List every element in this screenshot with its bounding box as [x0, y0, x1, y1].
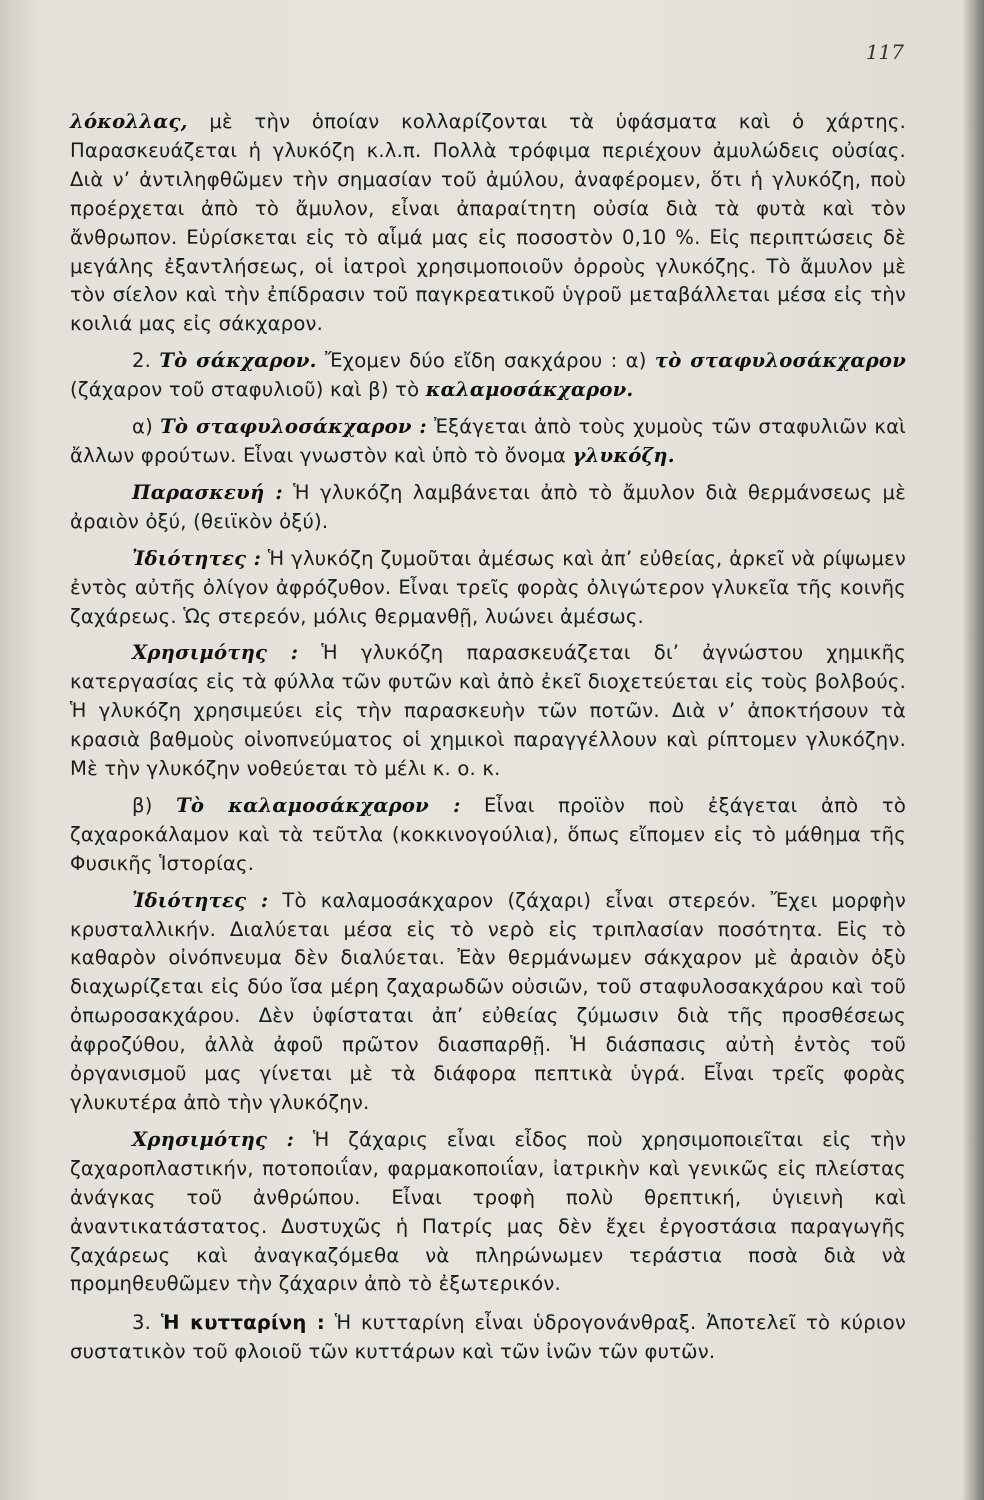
lead-term: Ἰδιότητες : — [132, 546, 262, 570]
paragraph-text: Ἡ κυτταρίνη εἶναι ὑδρογονάνθραξ. Ἀποτελεῖ τὸ κύριον συστατικὸν τοῦ φλοιοῦ τῶν κυττάρων καὶ τῶν ἰνῶν τῶν φυτῶν. — [70, 1311, 907, 1364]
paragraph-starch-continuation — [70, 108, 906, 339]
term-glucose: γλυκόζη. — [572, 443, 675, 467]
paragraph-text: Ἡ ζάχαρις εἶναι εἶδος ποὺ χρησιμοποιεῖται εἰς τὴν ζαχαροπλαστικήν, ποτοποιΐαν, φαρμακοποιΐαν, ἰατρικὴν καὶ γενικῶς εἰς πλείστας ἀνάγκας τοῦ ἀνθρώπου. Εἶναι τροφὴ πολὺ θρεπτική, ὑγιεινὴ καὶ ἀναντικατάστατος. Δυστυχῶς ἡ Πατρίς μας δὲν ἔχει ἐργοστάσια παραγωγῆς ζαχάρεως καὶ ἀναγκαζόμεθα νὰ πληρώνωμεν τεράστια ποσὰ διὰ νὰ προμηθευθῶμεν τὴν ζάχαριν ἀπὸ τὸ ἐξωτερικόν. — [70, 1127, 906, 1296]
paragraph-cane-sugar — [70, 792, 906, 879]
paragraph-text: Ἡ γλυκόζη ζυμοῦται ἀμέσως καὶ ἀπ’ εὐθείας, ἀρκεῖ νὰ ρίψωμεν ἐντὸς αὐτῆς ὀλίγον ἀφρόζυθον. Εἶναι τρεῖς φορὰς ὀλιγώτερον γλυκεῖα τῆς κοινῆς ζαχάρεως. Ὡς στερεόν, μόλις θερμανθῇ, λυώνει ἀμέσως. — [70, 546, 907, 628]
page-edge-shadow — [962, 0, 984, 1500]
paragraph-preparation — [70, 479, 906, 537]
lead-term: λόκολλας, — [70, 110, 188, 133]
paragraph-usefulness-sugar — [70, 1126, 906, 1299]
paragraph-text: Ἔχομεν δύο εἴδη σακχάρου : α) — [316, 349, 655, 373]
subsection-heading: Τὸ καλαμοσάκχαρον : — [176, 793, 461, 817]
paragraph-text: Ἡ γλυκόζη παρασκευάζεται δι’ ἀγνώστου χημικῆς κατεργασίας εἰς τὰ φύλλα τῶν φυτῶν καὶ ἀπὸ ἐκεῖ διοχετεύεται εἰς τοὺς βολβούς. Ἡ γλυκόζη χρησιμεύει εἰς τὴν παρασκευὴν τῶν ποτῶν. Διὰ ν’ ἀποκτήσουν τὰ κρασιὰ βαθμοὺς οἰνοπνεύματος οἱ χημικοὶ παραγγέλλουν καὶ ρίπτομεν γλυκόζην. Μὲ τὴν γλυκόζην νοθεύεται τὸ μέλι κ. ο. κ. — [70, 641, 906, 781]
paragraph-usefulness-glucose — [70, 639, 906, 784]
page-number: 117 — [865, 40, 904, 64]
section-number: 2. — [132, 349, 152, 373]
paragraph-properties-cane-sugar — [70, 887, 906, 1118]
lead-term: Χρησιμότης : — [132, 641, 299, 665]
lead-term: Ἰδιότητες : — [132, 888, 269, 912]
section-heading: Ἡ κυτταρίνη : — [160, 1311, 325, 1335]
paragraph-text: Ἐξάγεται ἀπὸ τοὺς χυμοὺς τῶν σταφυλιῶν καὶ ἄλλων φρούτων. Εἶναι γνωστὸν καὶ ὑπὸ τὸ ὄνομα — [70, 415, 907, 467]
lead-term: Χρησιμότης : — [132, 1127, 295, 1151]
page-body — [70, 108, 906, 1367]
paragraph-text: (ζάχαρον τοῦ σταφυλιοῦ) καὶ β) τὸ — [70, 378, 426, 402]
paragraph-text: Εἶναι προϊὸν ποὺ ἐξάγεται ἀπὸ τὸ ζαχαροκάλαμον καὶ τὰ τεῦτλα (κοκκινογούλια), ὅπως εἴπομεν εἰς τὸ μάθημα τῆς Φυσικῆς Ἱστορίας. — [70, 793, 907, 875]
section-heading: Τὸ σάκχαρον. — [159, 349, 317, 373]
paragraph-properties-glucose — [70, 545, 906, 632]
subsection-heading: Τὸ σταφυλοσάκχαρον : — [160, 415, 427, 439]
item-prefix: β) — [132, 793, 177, 817]
lead-term: Παρασκευή : — [132, 480, 283, 504]
term-cane-sugar: καλαμοσάκχαρον. — [425, 378, 634, 402]
paragraph-grape-sugar — [70, 413, 906, 471]
item-prefix: α) — [132, 415, 161, 439]
term-grape-sugar: τὸ σταφυλοσάκχαρον — [654, 349, 906, 373]
section-number: 3. — [132, 1311, 152, 1335]
paragraph-sugar — [70, 347, 906, 405]
paragraph-text: Ἡ γλυκόζη λαμβάνεται ἀπὸ τὸ ἄμυλον διὰ θερμάνσεως μὲ ἀραιὸν ὀξύ, (θειϊκὸν ὀξύ). — [70, 480, 907, 533]
paragraph-text: μὲ τὴν ὁποίαν κολλαρίζονται τὰ ὑφάσματα καὶ ὁ χάρτης. Παρασκευάζεται ἡ γλυκόζη κ.λ.π. Πολλὰ τρόφιμα περιέχουν ἀμυλώδεις οὐσίας. Διὰ ν’ ἀντιληφθῶμεν τὴν σημασίαν τοῦ ἀμύλου, ἀναφέρομεν, ὅτι ἡ γλυκόζη, ποὺ προέρχεται ἀπὸ τὸ ἄμυλον, εἶναι ἀπαραίτητη οὐσία διὰ τὰ φυτὰ καὶ τὸν ἄνθρωπον. Εὑρίσκεται εἰς τὸ αἷμά μας εἰς ποσοστὸν 0,10 %. Εἰς περιπτώσεις δὲ μεγάλης ἐξαντλήσεως, οἱ ἰατροὶ χρησιμοποιοῦν ὀρροὺς γλυκόζης. Τὸ ἄμυλον μὲ τὸν σίελον καὶ τὴν ἐπίδρασιν τοῦ παγκρεατικοῦ ὑγροῦ μεταβάλλεται μέσα εἰς τὴν κοιλιά μας εἰς σάκχαρον. — [70, 110, 906, 336]
paragraph-text: Τὸ καλαμοσάκχαρον (ζάχαρι) εἶναι στερεόν. Ἔχει μορφὴν κρυσταλλικήν. Διαλύεται μέσα εἰς τὸ νερὸ εἰς τριπλασίαν ποσότητα. Εἰς τὸ καθαρὸν οἰνόπνευμα δὲν διαλύεται. Ἐὰν θερμάνωμεν σάκχαρον μὲ ἀραιὸν ὀξὺ διαχωρίζεται εἰς δύο ἴσα μέρη ζαχαρωδῶν οὐσιῶν, τοῦ σταφυλοσακχάρου καὶ τοῦ ὀπωροσακχάρου. Δὲν ὑφίσταται ἀπ’ εὐθείας ζύμωσιν διὰ τῆς προσθέσεως ἀφροζύθου, ἀλλὰ ἀφοῦ πρῶτον διασπαρθῇ. Ἡ διάσπασις αὐτὴ ἐντὸς τοῦ ὀργανισμοῦ μας γίνεται μὲ τὰ διάφορα πεπτικὰ ὑγρά. Εἶναι τρεῖς φορὰς γλυκυτέρα ἀπὸ τὴν γλυκόζην. — [70, 888, 906, 1114]
paragraph-cellulose — [70, 1309, 906, 1367]
